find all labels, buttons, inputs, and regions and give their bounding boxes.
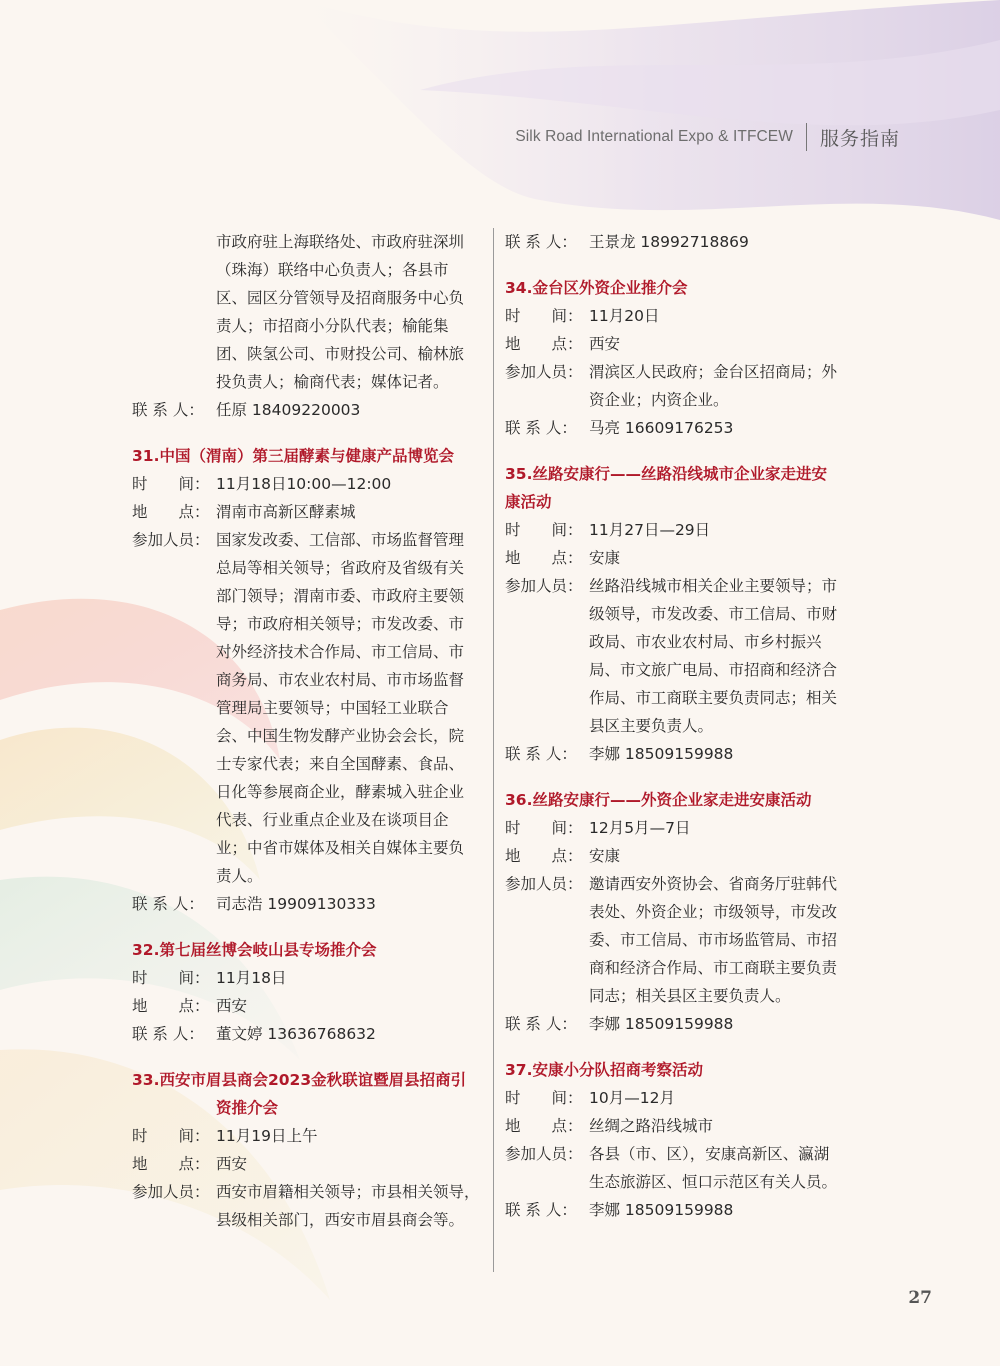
time-row <box>132 470 484 498</box>
contact-row <box>505 1196 861 1224</box>
event-31 <box>132 442 484 918</box>
participants-line: 部门领导；渭南市委、市政府主要领 <box>216 587 465 605</box>
time-label: 时 间： <box>132 969 210 987</box>
participants-line: 管理局主要领导；中国轻工业联合 <box>216 699 449 717</box>
time-value: 10月—12月 <box>589 1089 675 1107</box>
place-row <box>132 1150 484 1178</box>
expo-name: Silk Road International Expo & ITFCEW <box>515 128 793 145</box>
time-row <box>505 1084 861 1112</box>
section-title: 服务指南 <box>819 127 900 150</box>
contact-value: 司志浩 19909130333 <box>216 895 376 913</box>
participants-line: 西安市眉籍相关领导；市县相关领导， <box>216 1183 480 1201</box>
participants-label: 参加人员： <box>505 363 583 381</box>
event-title: 35.丝路安康行——丝路沿线城市企业家走进安 <box>505 465 827 483</box>
contact-label: 联 系 人： <box>132 895 204 913</box>
contact-row <box>132 396 484 424</box>
participants-line: 同志；相关县区主要负责人。 <box>589 987 791 1005</box>
time-row <box>505 302 861 330</box>
participants-line: 局、市文旅广电局、市招商和经济合 <box>589 661 838 679</box>
contact-row <box>132 890 484 918</box>
participants-row <box>505 870 861 898</box>
place-row <box>505 330 861 358</box>
place-label: 地 点： <box>505 847 583 865</box>
participants-line: 责人。 <box>216 867 263 885</box>
participants-label: 参加人员： <box>132 1183 210 1201</box>
column-divider <box>493 228 494 1272</box>
place-label: 地 点： <box>505 549 583 567</box>
participants-line: 政局、市农业农村局、市乡村振兴 <box>589 633 822 651</box>
participants-row <box>505 572 861 600</box>
place-value: 安康 <box>589 549 621 567</box>
time-value: 11月18日 <box>216 969 287 987</box>
place-row <box>505 842 861 870</box>
contact-row <box>505 1010 861 1038</box>
event-title: 36.丝路安康行——外资企业家走进安康活动 <box>505 791 812 809</box>
participants-line: 丝路沿线城市相关企业主要领导；市 <box>589 577 838 595</box>
participants-line: （珠海）联络中心负责人；各县市 <box>216 261 449 279</box>
time-value: 11月19日上午 <box>216 1127 318 1145</box>
participants-label: 参加人员： <box>505 577 583 595</box>
participants-line: 商务局、市农业农村局、市市场监督 <box>216 671 465 689</box>
contact-label: 联 系 人： <box>132 1025 204 1043</box>
time-value: 12月5月—7日 <box>589 819 691 837</box>
place-label: 地 点： <box>132 503 210 521</box>
participants-line: 邀请西安外资协会、省商务厅驻韩代 <box>589 875 838 893</box>
participants-row <box>505 358 861 386</box>
time-label: 时 间： <box>132 1127 210 1145</box>
participants-line: 国家发改委、工信部、市场监督管理 <box>216 531 465 549</box>
participants-line: 士专家代表；来自全国酵素、食品、 <box>216 755 465 773</box>
contact-value: 李娜 18509159988 <box>589 1015 734 1033</box>
contact-label: 联 系 人： <box>505 1015 577 1033</box>
left-column <box>132 228 484 1234</box>
place-label: 地 点： <box>505 335 583 353</box>
participants-line: 市政府驻上海联络处、市政府驻深圳 <box>216 233 465 251</box>
place-label: 地 点： <box>132 997 210 1015</box>
participants-line: 对外经济技术合作局、市工信局、市 <box>216 643 465 661</box>
event-36 <box>505 786 861 1038</box>
participants-line: 导；市政府相关领导；市发改委、市 <box>216 615 465 633</box>
contact-value: 王景龙 18992718869 <box>589 233 749 251</box>
page-header <box>515 122 900 152</box>
page-number: 27 <box>908 1288 932 1308</box>
event-title-continued: 康活动 <box>505 493 552 511</box>
time-row <box>505 814 861 842</box>
participants-line: 日化等参展商企业，酵素城入驻企业 <box>216 783 465 801</box>
participants-line: 各县（市、区），安康高新区、瀛湖 <box>589 1145 830 1163</box>
contact-value: 任原 18409220003 <box>216 401 361 419</box>
participants-line: 会、中国生物发酵产业协会会长，院 <box>216 727 465 745</box>
participants-row <box>132 1178 484 1206</box>
event-35 <box>505 460 861 768</box>
time-label: 时 间： <box>132 475 210 493</box>
place-row <box>132 498 484 526</box>
participants-line: 作局、市工商联主要负责同志；相关 <box>589 689 838 707</box>
place-label: 地 点： <box>132 1155 210 1173</box>
time-value: 11月18日10:00—12:00 <box>216 475 392 493</box>
event-34 <box>505 274 861 442</box>
time-row <box>505 516 861 544</box>
time-label: 时 间： <box>505 521 583 539</box>
place-row <box>132 992 484 1020</box>
time-label: 时 间： <box>505 819 583 837</box>
participants-line: 业；中省市媒体及相关自媒体主要负 <box>216 839 465 857</box>
time-value: 11月27日—29日 <box>589 521 711 539</box>
contact-row <box>505 228 861 256</box>
event-title-continued: 资推介会 <box>216 1099 279 1117</box>
contact-label: 联 系 人： <box>505 745 577 763</box>
participants-line: 委、市工信局、市市场监管局、市招 <box>589 931 838 949</box>
participants-line: 团、陕氢公司、市财投公司、榆林旅 <box>216 345 465 363</box>
event-title: 34.金台区外资企业推介会 <box>505 279 688 297</box>
participants-line: 资企业；内资企业。 <box>589 391 729 409</box>
place-row <box>505 544 861 572</box>
event-title: 33.西安市眉县商会2023金秋联谊暨眉县招商引 <box>132 1071 467 1089</box>
participants-line: 责人；市招商小分队代表；榆能集 <box>216 317 449 335</box>
time-label: 时 间： <box>505 307 583 325</box>
right-column <box>505 228 861 1224</box>
participants-label: 参加人员： <box>132 531 210 549</box>
event-title: 37.安康小分队招商考察活动 <box>505 1061 703 1079</box>
participants-line: 渭滨区人民政府；金台区招商局；外 <box>589 363 838 381</box>
participants-line: 表处、外资企业；市级领导，市发改 <box>589 903 838 921</box>
header-divider <box>806 123 807 151</box>
event-title: 32.第七届丝博会岐山县专场推介会 <box>132 941 377 959</box>
participants-line: 总局等相关领导；省政府及省级有关 <box>216 559 465 577</box>
participants-line: 级领导，市发改委、市工信局、市财 <box>589 605 838 623</box>
time-row <box>132 1122 484 1150</box>
contact-row <box>132 1020 484 1048</box>
contact-label: 联 系 人： <box>505 233 577 251</box>
place-value: 安康 <box>589 847 621 865</box>
participants-label: 参加人员： <box>505 875 583 893</box>
contact-label: 联 系 人： <box>132 401 204 419</box>
participants-line: 县区主要负责人。 <box>589 717 714 735</box>
place-value: 西安 <box>589 335 621 353</box>
participants-label: 参加人员： <box>505 1145 583 1163</box>
contact-row <box>505 740 861 768</box>
participants-line: 商和经济合作局、市工商联主要负责 <box>589 959 838 977</box>
event-33 <box>132 1066 484 1234</box>
event-37 <box>505 1056 861 1224</box>
place-value: 丝绸之路沿线城市 <box>589 1117 714 1135</box>
event-30-tail <box>132 228 484 424</box>
participants-line: 代表、行业重点企业及在谈项目企 <box>216 811 449 829</box>
event-title: 31.中国（渭南）第三届酵素与健康产品博览会 <box>132 447 454 465</box>
contact-label: 联 系 人： <box>505 419 577 437</box>
time-row <box>132 964 484 992</box>
contact-value: 李娜 18509159988 <box>589 1201 734 1219</box>
place-label: 地 点： <box>505 1117 583 1135</box>
participants-row <box>505 1140 861 1168</box>
participants-line: 投负责人；榆商代表；媒体记者。 <box>216 373 449 391</box>
participants-line: 生态旅游区、恒口示范区有关人员。 <box>589 1173 838 1191</box>
event-32 <box>132 936 484 1048</box>
participants-row <box>132 526 484 554</box>
time-label: 时 间： <box>505 1089 583 1107</box>
contact-row <box>505 414 861 442</box>
place-value: 西安 <box>216 997 248 1015</box>
participants-line: 县级相关部门，西安市眉县商会等。 <box>216 1211 465 1229</box>
contact-value: 马亮 16609176253 <box>589 419 734 437</box>
contact-label: 联 系 人： <box>505 1201 577 1219</box>
participants-line: 区、园区分管领导及招商服务中心负 <box>216 289 465 307</box>
contact-value: 董文婷 13636768632 <box>216 1025 376 1043</box>
contact-value: 李娜 18509159988 <box>589 745 734 763</box>
place-value: 渭南市高新区酵素城 <box>216 503 356 521</box>
place-value: 西安 <box>216 1155 248 1173</box>
place-row <box>505 1112 861 1140</box>
time-value: 11月20日 <box>589 307 660 325</box>
